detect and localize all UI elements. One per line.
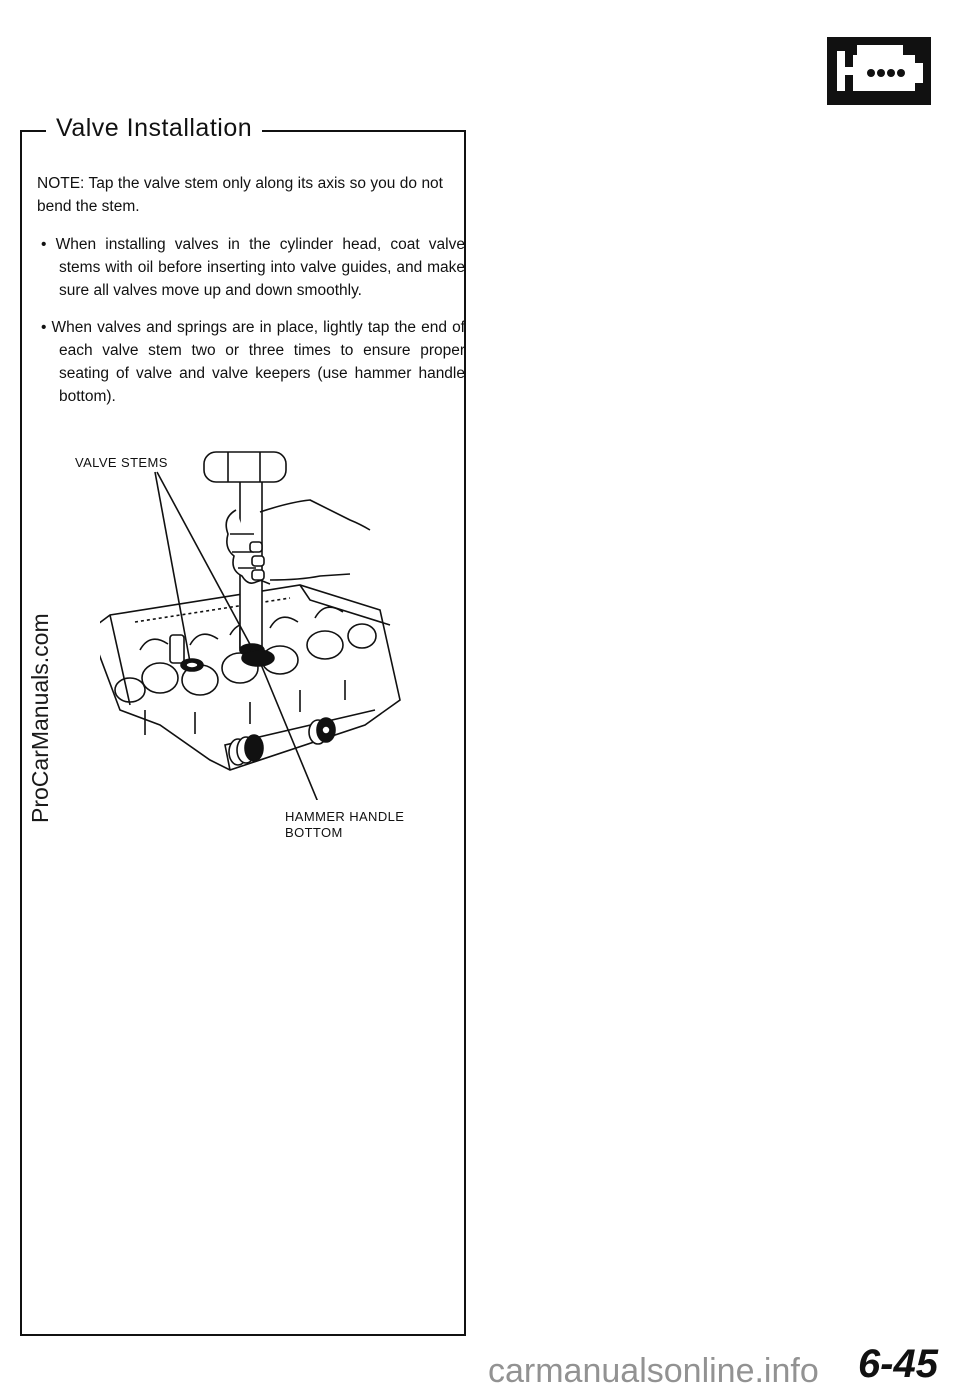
page-number: 6-45 xyxy=(857,1342,938,1386)
valve-stems-callout: VALVE STEMS xyxy=(75,455,168,470)
engine-section-badge xyxy=(827,37,931,105)
valve-installation-illustration xyxy=(100,440,410,800)
hammer-handle-callout-line1: HAMMER HANDLE xyxy=(285,809,405,824)
note-text: NOTE: Tap the valve stem only along its axis so you do not bend the stem. xyxy=(37,175,443,215)
section-title: Valve Installation xyxy=(46,114,262,143)
engine-icon xyxy=(827,37,931,105)
bottom-watermark: carmanualsonline.info xyxy=(488,1352,819,1390)
instruction-bullet-tap: • When valves and springs are in place, lightly tap the end of each valve stem two or three times to ensure proper seating of valve and valve keepers (use hammer handle bottom). xyxy=(41,319,465,405)
side-watermark: ProCarManuals.com xyxy=(27,613,53,823)
hammer-handle-callout xyxy=(285,809,425,841)
hammer-handle-callout-line2: BOTTOM xyxy=(285,825,343,840)
instruction-bullet-oil: • When installing valves in the cylinder head, coat valve stems with oil before inserting into valve guides, and make sure all valves move up and down smoothly. xyxy=(41,236,465,299)
